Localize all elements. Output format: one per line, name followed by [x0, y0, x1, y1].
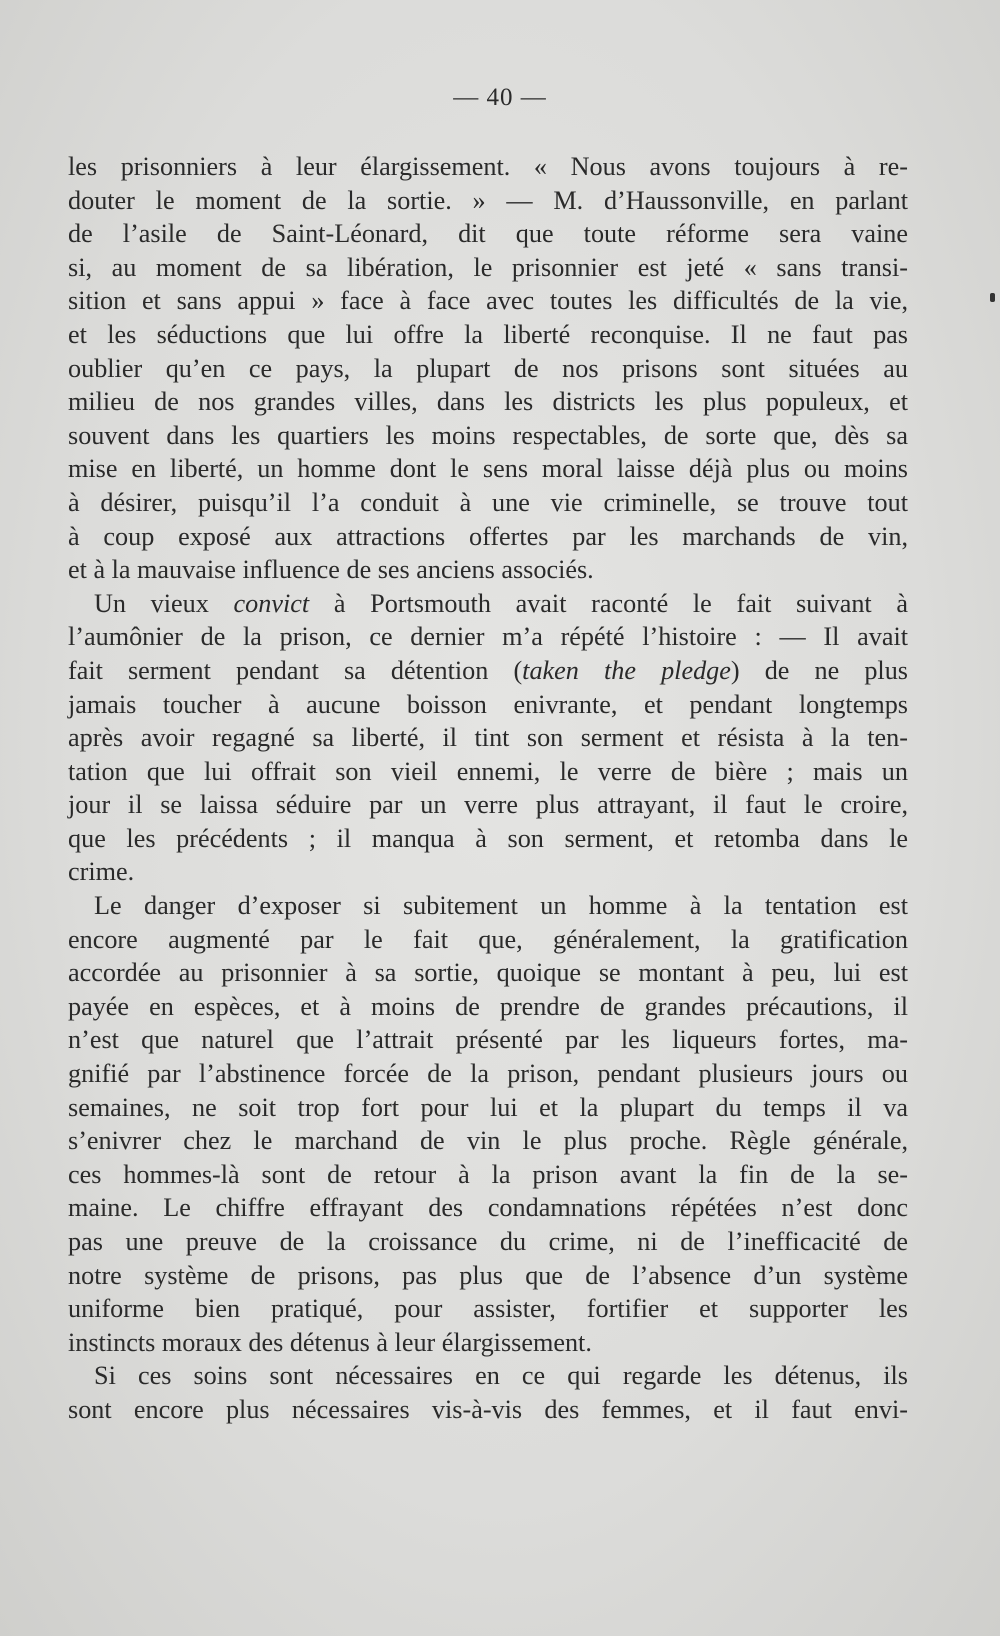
text-segment: Un vieux: [94, 588, 234, 618]
paragraph: [68, 889, 908, 1359]
text-line: et les séductions que lui offre la liberté reconquise. Il ne faut pas: [68, 319, 908, 349]
text-line: souvent dans les quartiers les moins respectables, de sorte que, dès sa: [68, 420, 908, 450]
text-line: milieu de nos grandes villes, dans les districts les plus populeux, et: [68, 387, 908, 417]
text-line: de l’asile de Saint-Léonard, dit que toute réforme sera vaine: [68, 219, 908, 249]
text-line: si, au moment de sa libération, le prisonnier est jeté « sans transi-: [68, 252, 908, 282]
text-line: ces hommes-là sont de retour à la prison avant la fin de la se-: [68, 1159, 908, 1189]
text-line: et à la mauvaise influence de ses anciens associés.: [68, 555, 594, 585]
text-line: que les précédents ; il manqua à son serment, et retomba dans le: [68, 823, 908, 853]
text-line: jour il se laissa séduire par un verre plus attrayant, il faut le croire,: [68, 790, 908, 820]
text-line: [68, 654, 908, 688]
text-segment: fait serment pendant sa détention (: [68, 655, 523, 685]
italic-term: convict: [233, 588, 310, 618]
text-line: s’enivrer chez le marchand de vin le plus proche. Règle générale,: [68, 1126, 908, 1156]
text-line: [68, 587, 908, 621]
text-line: sition et sans appui » face à face avec toutes les difficultés de la vie,: [68, 286, 908, 316]
text-line: accordée au prisonnier à sa sortie, quoique se montant à peu, lui est: [68, 958, 908, 988]
text-line: Si ces soins sont nécessaires en ce qui regarde les détenus, ils: [94, 1361, 908, 1391]
paragraph: [68, 1359, 908, 1426]
text-line: jamais toucher à aucune boisson enivrante, et pendant longtemps: [68, 689, 908, 719]
text-line: crime.: [68, 857, 135, 887]
paragraph: [68, 150, 908, 587]
text-line: l’aumônier de la prison, ce dernier m’a répété l’histoire : — Il avait: [68, 622, 908, 652]
text-line: Le danger d’exposer si subitement un homme à la tentation est: [94, 891, 908, 921]
text-line: les prisonniers à leur élargissement. « Nous avons toujours à re-: [68, 152, 908, 181]
text-line: payée en espèces, et à moins de prendre de grandes précautions, il: [68, 991, 908, 1021]
text-segment: ) de ne plus: [730, 655, 908, 685]
body-text: [68, 150, 908, 1427]
text-segment: à Portsmouth avait raconté le fait suivant à: [309, 588, 908, 618]
text-line: instincts moraux des détenus à leur élargissement.: [68, 1327, 592, 1357]
text-line: à coup exposé aux attractions offertes par les marchands de vin,: [68, 521, 908, 551]
text-line: douter le moment de la sortie. » — M. d’Haussonville, en parlant: [68, 185, 908, 215]
text-line: après avoir regagné sa liberté, il tint son serment et résista à la ten-: [68, 723, 908, 753]
text-line: maine. Le chiffre effrayant des condamnations répétées n’est donc: [68, 1193, 908, 1223]
text-line: sont encore plus nécessaires vis-à-vis des femmes, et il faut envi-: [68, 1394, 908, 1424]
text-line: gnifié par l’abstinence forcée de la prison, pendant plusieurs jours ou: [68, 1059, 908, 1089]
text-line: tation que lui offrait son vieil ennemi, le verre de bière ; mais un: [68, 756, 908, 786]
text-line: n’est que naturel que l’attrait présenté par les liqueurs fortes, ma-: [68, 1025, 908, 1055]
text-line: encore augmenté par le fait que, généralement, la gratification: [68, 924, 908, 954]
text-line: semaines, ne soit trop fort pour lui et la plupart du temps il va: [68, 1092, 908, 1122]
text-line: notre système de prisons, pas plus que de l’absence d’un système: [68, 1260, 908, 1290]
text-line: mise en liberté, un homme dont le sens moral laisse déjà plus ou moins: [68, 454, 908, 484]
paragraph: [68, 587, 908, 889]
page-number: — 40 —: [453, 84, 547, 111]
italic-term: taken the pledge: [522, 655, 731, 685]
text-line: uniforme bien pratiqué, pour assister, fortifier et supporter les: [68, 1294, 908, 1324]
text-line: à désirer, puisqu’il l’a conduit à une vie criminelle, se trouve tout: [68, 487, 908, 517]
text-line: pas une preuve de la croissance du crime, ni de l’inefficacité de: [68, 1227, 908, 1256]
scan-mark: [990, 293, 995, 302]
text-line: oublier qu’en ce pays, la plupart de nos prisons sont situées au: [68, 353, 908, 383]
